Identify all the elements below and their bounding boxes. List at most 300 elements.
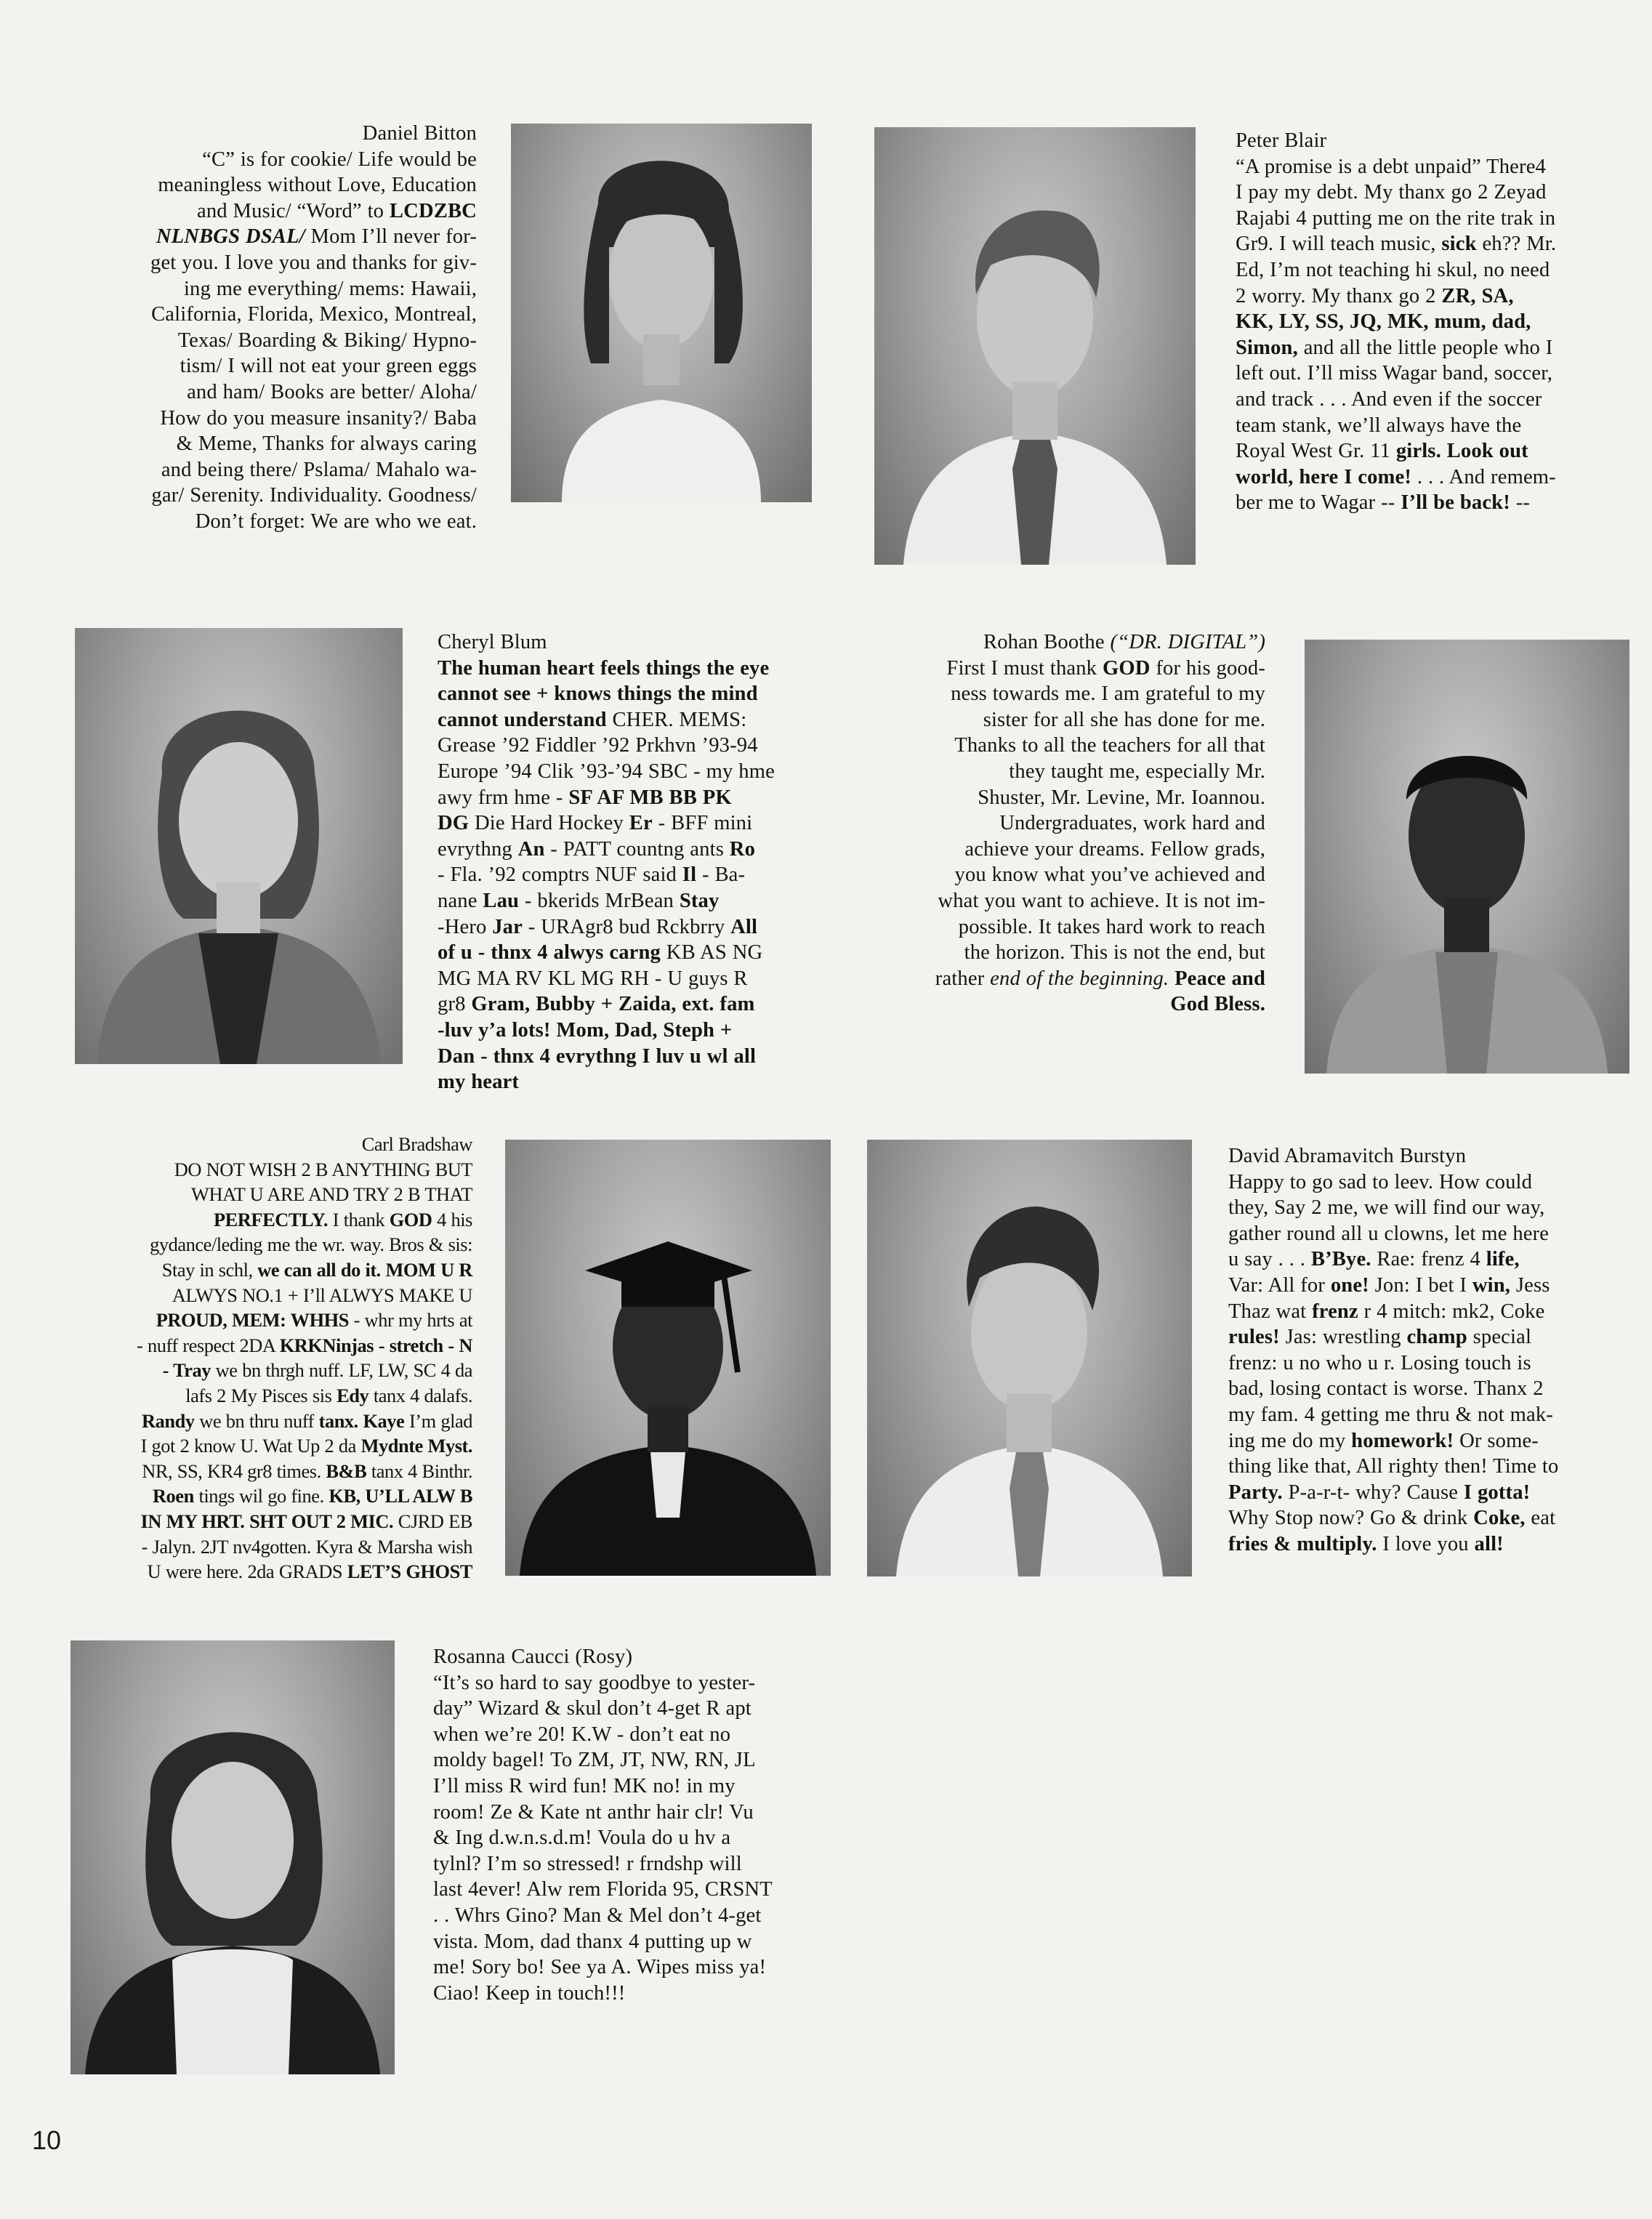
- bio-line: [44, 328, 477, 354]
- bio-text: . . Whrs Gino? Man & Mel don’t 4-get: [433, 1904, 762, 1927]
- bio-line: [433, 1825, 840, 1851]
- portrait-graphic: [505, 1140, 831, 1576]
- bio-line: [44, 483, 477, 509]
- bio-text: I thank: [328, 1208, 390, 1231]
- bio-line: [438, 759, 845, 785]
- bio-text: cannot see + knows things the mind: [438, 682, 758, 706]
- bio-line: [44, 250, 477, 276]
- bio-line: [438, 810, 845, 837]
- bio-text: I pay my debt. My thanx go 2 Zeyad: [1236, 181, 1547, 204]
- bio-text: KB, U’LL ALW B: [329, 1485, 472, 1507]
- bio-text: special: [1467, 1326, 1532, 1349]
- bio-line: [869, 914, 1265, 941]
- bio-line: [438, 1069, 845, 1095]
- bio-text: -luv y’a lots! Mom, Dad, Steph +: [438, 1018, 733, 1042]
- bio-text: Undergraduates, work hard and: [999, 812, 1265, 835]
- bio-text: - Ba-: [696, 863, 746, 887]
- student-name: Daniel Bitton: [362, 122, 477, 145]
- portrait-graphic: [511, 124, 812, 502]
- bio-text: Texas/ Boarding & Biking/ Hypno-: [177, 329, 477, 352]
- bio-text: my heart: [438, 1071, 520, 1094]
- bio-text: and ham/ Books are better/ Aloha/: [187, 380, 477, 403]
- bio-text: and track . . . And even if the soccer: [1236, 387, 1542, 411]
- bio-peter-blair: [1236, 128, 1643, 516]
- bio-line: [44, 1232, 472, 1257]
- bio-text: California, Florida, Mexico, Montreal,: [151, 303, 477, 326]
- bio-line: [1228, 1273, 1635, 1299]
- bio-text: - bkerids MrBean: [519, 889, 680, 912]
- bio-text: -Hero: [438, 915, 493, 938]
- bio-text: what you want to achieve. It is not im-: [938, 889, 1265, 912]
- bio-line: [1228, 1454, 1635, 1480]
- bio-line: [438, 914, 845, 941]
- bio-text: fries & multiply.: [1228, 1532, 1377, 1555]
- bio-text: Happy to go sad to leev. How could: [1228, 1170, 1533, 1193]
- bio-line: [1236, 438, 1643, 464]
- bio-text: ber me to Wagar --: [1236, 491, 1401, 515]
- bio-text: Don’t forget: We are who we eat.: [195, 510, 477, 533]
- page-number: 10: [32, 2125, 62, 2155]
- bio-text: sick: [1441, 233, 1477, 256]
- bio-line: [869, 966, 1265, 992]
- bio-line: [438, 991, 845, 1018]
- bio-text: tylnl? I’m so stressed! r frndshp will: [433, 1852, 742, 1875]
- bio-line: [44, 379, 477, 406]
- bio-text: world, here I come!: [1236, 465, 1412, 488]
- bio-line: [44, 1358, 472, 1383]
- bio-line: [44, 1383, 472, 1409]
- bio-text: Randy: [142, 1409, 195, 1432]
- bio-text: I’ll miss R wird fun! MK no! in my: [433, 1774, 736, 1797]
- bio-text: bad, losing contact is worse. Thanx 2: [1228, 1377, 1544, 1401]
- bio-text: ALWYS NO.1 + I’ll ALWYS MAKE U: [172, 1284, 472, 1306]
- bio-text: tanx 4 dalafs.: [368, 1384, 472, 1406]
- bio-line: [44, 1207, 472, 1233]
- bio-text: evrythng: [438, 837, 518, 861]
- bio-text: they, Say 2 me, we will find our way,: [1228, 1196, 1545, 1220]
- bio-text: sister for all she has done for me.: [983, 708, 1265, 731]
- bio-line: [44, 1157, 472, 1183]
- name-text: Rohan Boothe: [983, 631, 1105, 653]
- bio-text: end of the beginning.: [990, 967, 1169, 990]
- bio-text: Lau: [483, 889, 520, 912]
- bio-text: - Fla. ’92 comptrs NUF said: [438, 863, 682, 887]
- bio-line: [44, 1559, 472, 1584]
- bio-text: gar/ Serenity. Individuality. Goodness/: [151, 484, 477, 507]
- bio-text: Var: All for: [1228, 1273, 1331, 1297]
- bio-text: Party.: [1228, 1481, 1283, 1504]
- bio-text: we can all do it. MOM U R: [257, 1258, 472, 1281]
- bio-line: [1228, 1480, 1635, 1506]
- bio-text: Il: [682, 863, 697, 887]
- bio-line: [1228, 1428, 1635, 1454]
- bio-text: tanx 4 Binthr.: [366, 1459, 472, 1482]
- bio-rosanna-caucci: [433, 1644, 840, 2006]
- bio-line: [44, 1257, 472, 1283]
- bio-line: [869, 837, 1265, 863]
- bio-line: [44, 198, 477, 225]
- bio-text: LET’S GHOST: [347, 1560, 472, 1583]
- bio-text: r 4 mitch: mk2, Coke: [1358, 1300, 1545, 1323]
- bio-text: I’ll be back!: [1401, 491, 1510, 515]
- bio-text: Jas: wrestling: [1279, 1326, 1407, 1349]
- bio-text: SF AF MB BB PK: [568, 786, 732, 809]
- bio-line: [1228, 1376, 1635, 1402]
- bio-line: [433, 1877, 840, 1903]
- bio-text: of u - thnx 4 alwys carng: [438, 941, 661, 964]
- bio-line: [438, 1018, 845, 1044]
- bio-text: Gr9. I will teach music,: [1236, 233, 1442, 256]
- bio-line: [1228, 1350, 1635, 1377]
- bio-line: [1236, 309, 1643, 335]
- bio-text: Europe ’94 Clik ’93-’94 SBC - my hme: [438, 760, 775, 783]
- bio-text: - Tray: [162, 1359, 211, 1382]
- bio-line: [1228, 1324, 1635, 1350]
- bio-text: Er: [629, 812, 653, 835]
- bio-text: PROUD, MEM: WHHS: [156, 1309, 349, 1332]
- bio-line: [44, 406, 477, 432]
- bio-text: meaningless without Love, Education: [158, 174, 477, 197]
- bio-line: [1236, 154, 1643, 180]
- bio-text: KB AS NG: [661, 941, 763, 964]
- bio-text: GOD: [389, 1208, 432, 1231]
- bio-text: left out. I’ll miss Wagar band, soccer,: [1236, 362, 1553, 385]
- bio-text: moldy bagel! To ZM, JT, NW, RN, JL: [433, 1749, 756, 1772]
- bio-text: Thanks to all the teachers for all that: [954, 734, 1265, 757]
- bio-line: [1236, 464, 1643, 491]
- bio-text: possible. It takes hard work to reach: [958, 915, 1265, 938]
- bio-text: all!: [1474, 1532, 1504, 1555]
- bio-text: Rae: frenz 4: [1371, 1248, 1486, 1271]
- portrait-daniel-bitton: [511, 124, 812, 502]
- bio-line: [433, 1696, 840, 1722]
- bio-text: tanx. Kaye: [318, 1409, 405, 1432]
- bio-line: [433, 1981, 840, 2007]
- student-name: [869, 629, 1265, 656]
- bio-line: [44, 1483, 472, 1509]
- bio-line: [44, 302, 477, 328]
- bio-line: [433, 1800, 840, 1826]
- bio-text: Coke,: [1473, 1507, 1526, 1530]
- bio-text: DO NOT WISH 2 B ANYTHING BUT: [174, 1158, 472, 1180]
- bio-line: [1236, 257, 1643, 283]
- bio-text: frenz: [1312, 1300, 1358, 1323]
- bio-text: Ro: [729, 837, 756, 861]
- bio-line: [1236, 335, 1643, 361]
- bio-line: [869, 940, 1265, 966]
- bio-line: [1236, 231, 1643, 257]
- bio-line: [438, 707, 845, 733]
- bio-text: tism/ I will not eat your green eggs: [180, 355, 477, 378]
- bio-line: [438, 733, 845, 759]
- bio-text: - URAgr8 bud Rckbrry: [522, 915, 731, 938]
- bio-line: [869, 862, 1265, 888]
- bio-text: ness towards me. I am grateful to my: [951, 682, 1265, 706]
- bio-text: when we’re 20! K.W - don’t eat no: [433, 1723, 731, 1746]
- bio-line: [1228, 1195, 1635, 1221]
- bio-line: [1236, 413, 1643, 439]
- bio-text: last 4ever! Alw rem Florida 95, CRSNT: [433, 1878, 773, 1901]
- bio-line: [44, 1509, 472, 1534]
- bio-text: NLNBGS DSAL/: [156, 225, 305, 249]
- bio-text: I gotta!: [1463, 1481, 1531, 1504]
- bio-text: Gram, Bubby + Zaida, ext. fam: [471, 993, 755, 1016]
- bio-line: [44, 1534, 472, 1560]
- bio-line: [869, 681, 1265, 707]
- bio-line: [1236, 206, 1643, 232]
- bio-line: [869, 733, 1265, 759]
- portrait-graphic: [867, 1140, 1192, 1576]
- bio-text: homework!: [1351, 1429, 1454, 1452]
- portrait-carl-bradshaw: [505, 1140, 831, 1576]
- bio-line: [433, 1954, 840, 1981]
- bio-line: [869, 888, 1265, 914]
- bio-line: [1228, 1169, 1635, 1196]
- portrait-rosanna-caucci: [70, 1640, 395, 2074]
- bio-rohan-boothe: [869, 629, 1265, 1018]
- bio-text: Mom I’ll never for-: [305, 225, 477, 249]
- bio-text: - whr my hrts at: [348, 1309, 472, 1332]
- bio-line: [44, 353, 477, 379]
- bio-line: [44, 509, 477, 535]
- bio-text: & Ing d.w.n.s.d.m! Voula do u hv a: [433, 1827, 731, 1850]
- bio-line: [433, 1851, 840, 1877]
- bio-text: I’m glad: [404, 1409, 472, 1432]
- bio-text: and being there/ Pslama/ Mahalo wa-: [161, 458, 477, 481]
- bio-text: Thaz wat: [1228, 1300, 1313, 1323]
- bio-text: eh?? Mr.: [1476, 233, 1557, 256]
- bio-line: [433, 1670, 840, 1696]
- bio-text: - Jalyn. 2JT nv4gotten. Kyra & Marsha wish: [141, 1535, 472, 1558]
- bio-text: - nuff respect 2DA: [136, 1334, 280, 1356]
- bio-text: The human heart feels things the eye: [438, 656, 770, 680]
- bio-text: achieve your dreams. Fellow grads,: [964, 837, 1265, 861]
- bio-line: [44, 1409, 472, 1434]
- student-name: Rosanna Caucci (Rosy): [433, 1646, 633, 1668]
- student-name: Carl Bradshaw: [361, 1133, 472, 1155]
- bio-text: “A promise is a debt unpaid” There4: [1236, 155, 1546, 178]
- bio-line: [438, 681, 845, 707]
- bio-line: [44, 147, 477, 173]
- bio-line: [1236, 490, 1643, 516]
- bio-text: gather round all u clowns, let me here: [1228, 1222, 1550, 1245]
- portrait-graphic: [70, 1640, 395, 2074]
- bio-text: Edy: [337, 1384, 369, 1406]
- bio-text: KRKNinjas - stretch - N: [279, 1334, 472, 1356]
- bio-line: [433, 1903, 840, 1929]
- bio-text: - PATT countng ants: [544, 837, 730, 861]
- bio-text: for his good-: [1150, 656, 1265, 680]
- bio-text: - BFF mini: [652, 812, 753, 835]
- bio-line: [1236, 387, 1643, 413]
- portrait-david-burstyn: [867, 1140, 1192, 1576]
- student-name: Cheryl Blum: [438, 631, 547, 653]
- bio-line: [1228, 1299, 1635, 1325]
- bio-text: nane: [438, 889, 483, 912]
- bio-text: day” Wizard & skul don’t 4-get R apt: [433, 1697, 752, 1720]
- bio-text: champ: [1406, 1326, 1467, 1349]
- bio-text: Ed, I’m not teaching hi skul, no need: [1236, 258, 1550, 281]
- bio-text: rather: [935, 967, 991, 990]
- bio-text: NR, SS, KR4 gr8 times.: [142, 1459, 326, 1482]
- bio-text: Peace and: [1174, 967, 1265, 990]
- bio-text: MG MA RV KL MG RH - U guys R: [438, 967, 748, 990]
- nickname-text: (“DR. DIGITAL”): [1110, 631, 1265, 653]
- bio-text: win,: [1472, 1273, 1511, 1297]
- student-name: Peter Blair: [1236, 129, 1327, 152]
- bio-line: [869, 991, 1265, 1018]
- bio-text: CHER. MEMS:: [606, 708, 747, 731]
- bio-text: GOD: [1102, 656, 1151, 680]
- bio-text: DG: [438, 812, 470, 835]
- bio-line: [44, 457, 477, 483]
- bio-line: [1228, 1221, 1635, 1247]
- bio-text: Roen: [152, 1485, 194, 1507]
- bio-text: 4 his: [432, 1208, 472, 1231]
- bio-line: [869, 810, 1265, 837]
- bio-text: WHAT U ARE AND TRY 2 B THAT: [191, 1183, 472, 1206]
- bio-text: we bn thrgh nuff. LF, LW, SC 4 da: [211, 1359, 472, 1382]
- portrait-peter-blair: [874, 127, 1196, 565]
- bio-text: I got 2 know U. Wat Up 2 da: [140, 1435, 361, 1457]
- bio-text: How do you measure insanity?/ Baba: [160, 406, 477, 430]
- bio-text: Die Hard Hockey: [469, 812, 629, 835]
- bio-text: First I must thank: [946, 656, 1103, 680]
- bio-line: [44, 1182, 472, 1207]
- portrait-graphic: [874, 127, 1196, 565]
- portrait-graphic: [1305, 640, 1629, 1074]
- bio-text: & Meme, Thanks for always caring: [176, 432, 477, 456]
- bio-text: [1169, 967, 1174, 990]
- bio-line: [44, 276, 477, 302]
- bio-text: Why Stop now? Go & drink: [1228, 1507, 1474, 1530]
- bio-text: one!: [1330, 1273, 1369, 1297]
- bio-text: PERFECTLY.: [213, 1208, 329, 1231]
- bio-line: [869, 759, 1265, 785]
- portrait-rohan-boothe: [1305, 640, 1629, 1074]
- bio-line: [438, 966, 845, 992]
- bio-text: Rajabi 4 putting me on the rite trak in: [1236, 206, 1556, 230]
- bio-cheryl-blum: [438, 629, 845, 1095]
- bio-text: tings wil go fine.: [193, 1485, 329, 1507]
- bio-text: P-a-r-t- why? Cause: [1282, 1481, 1464, 1504]
- bio-line: [1228, 1402, 1635, 1428]
- bio-line: [44, 224, 477, 250]
- bio-text: IN MY HRT. SHT OUT 2 MIC.: [140, 1510, 394, 1532]
- bio-line: [1236, 283, 1643, 310]
- bio-text: and all the little people who I: [1297, 336, 1553, 359]
- bio-text: you know what you’ve achieved and: [954, 863, 1265, 887]
- bio-line: [438, 837, 845, 863]
- bio-text: awy frm hme -: [438, 786, 569, 809]
- bio-line: [44, 172, 477, 198]
- bio-line: [433, 1929, 840, 1955]
- bio-line: [438, 862, 845, 888]
- bio-text: life,: [1486, 1248, 1520, 1271]
- bio-text: All: [730, 915, 758, 938]
- bio-text: Or some-: [1454, 1429, 1539, 1452]
- bio-text: cannot understand: [438, 708, 607, 731]
- bio-text: Simon,: [1236, 336, 1298, 359]
- bio-text: Grease ’92 Fiddler ’92 Prkhvn ’93-94: [438, 734, 758, 757]
- bio-line: [44, 1308, 472, 1333]
- bio-text: LCDZBC: [389, 199, 477, 222]
- bio-text: Ciao! Keep in touch!!!: [433, 1981, 626, 2005]
- bio-text: “C” is for cookie/ Life would be: [202, 148, 477, 171]
- bio-text: frenz: u no who u r. Losing touch is: [1228, 1351, 1531, 1374]
- bio-carl-bradshaw: [44, 1132, 472, 1584]
- bio-line: [869, 707, 1265, 733]
- bio-text: lafs 2 My Pisces sis: [185, 1384, 337, 1406]
- bio-line: [869, 656, 1265, 682]
- bio-text: room! Ze & Kate nt anthr hair clr! Vu: [433, 1800, 754, 1824]
- bio-text: girls. Look out: [1395, 440, 1528, 463]
- bio-text: thing like that, All righty then! Time to: [1228, 1455, 1559, 1478]
- bio-text: CJRD EB: [393, 1510, 472, 1532]
- bio-text: they taught me, especially Mr.: [1009, 760, 1265, 783]
- portrait-graphic: [75, 628, 403, 1064]
- bio-text: team stank, we’ll always have the: [1236, 414, 1522, 437]
- bio-text: ing me do my: [1228, 1429, 1352, 1452]
- portrait-cheryl-blum: [75, 628, 403, 1064]
- bio-text: gr8: [438, 993, 472, 1016]
- bio-line: [44, 1283, 472, 1308]
- bio-line: [44, 1433, 472, 1459]
- bio-text: we bn thru nuff: [194, 1409, 319, 1432]
- bio-text: Jess: [1510, 1273, 1550, 1297]
- bio-line: [438, 940, 845, 966]
- bio-text: ing me everything/ mems: Hawaii,: [183, 277, 477, 300]
- bio-text: me! Sory bo! See ya A. Wipes miss ya!: [433, 1956, 767, 1979]
- bio-text: “It’s so hard to say goodbye to yester-: [433, 1671, 756, 1694]
- bio-line: [1228, 1247, 1635, 1273]
- bio-text: Stay: [679, 889, 720, 912]
- bio-line: [438, 1044, 845, 1070]
- bio-text: rules!: [1228, 1326, 1280, 1349]
- bio-text: Royal West Gr. 11: [1236, 440, 1396, 463]
- bio-text: Stay in schl,: [161, 1258, 258, 1281]
- bio-text: God Bless.: [1170, 993, 1265, 1016]
- bio-line: [1228, 1531, 1635, 1558]
- bio-line: [1236, 361, 1643, 387]
- bio-text: gydance/leding me the wr. way. Bros & sis:: [150, 1233, 472, 1256]
- bio-text: my fam. 4 getting me thru & not mak-: [1228, 1403, 1553, 1426]
- bio-line: [438, 785, 845, 811]
- bio-text: . . . And remem-: [1411, 465, 1556, 488]
- bio-text: B&B: [326, 1459, 367, 1482]
- bio-line: [1236, 180, 1643, 206]
- bio-text: eat: [1525, 1507, 1556, 1530]
- bio-line: [44, 1333, 472, 1358]
- bio-text: ZR, SA,: [1441, 284, 1514, 307]
- bio-line: [44, 1459, 472, 1484]
- bio-text: 2 worry. My thanx go 2: [1236, 284, 1442, 307]
- bio-text: and Music/ “Word” to: [197, 199, 390, 222]
- bio-text: get you. I love you and thanks for giv-: [150, 251, 477, 274]
- bio-text: Jon: I bet I: [1369, 1273, 1472, 1297]
- bio-text: U were here. 2da GRADS: [147, 1560, 347, 1583]
- bio-text: vista. Mom, dad thanx 4 putting up w: [433, 1930, 752, 1953]
- bio-text: Dan - thnx 4 evrythng I luv u wl all: [438, 1044, 757, 1068]
- bio-text: An: [517, 837, 545, 861]
- bio-line: [869, 785, 1265, 811]
- bio-line: [438, 888, 845, 914]
- bio-daniel-bitton: [44, 121, 477, 535]
- bio-text: KK, LY, SS, JQ, MK, mum, dad,: [1236, 310, 1531, 334]
- bio-text: Mydnte Myst.: [360, 1435, 472, 1457]
- bio-david-burstyn: [1228, 1143, 1635, 1558]
- bio-line: [1228, 1505, 1635, 1531]
